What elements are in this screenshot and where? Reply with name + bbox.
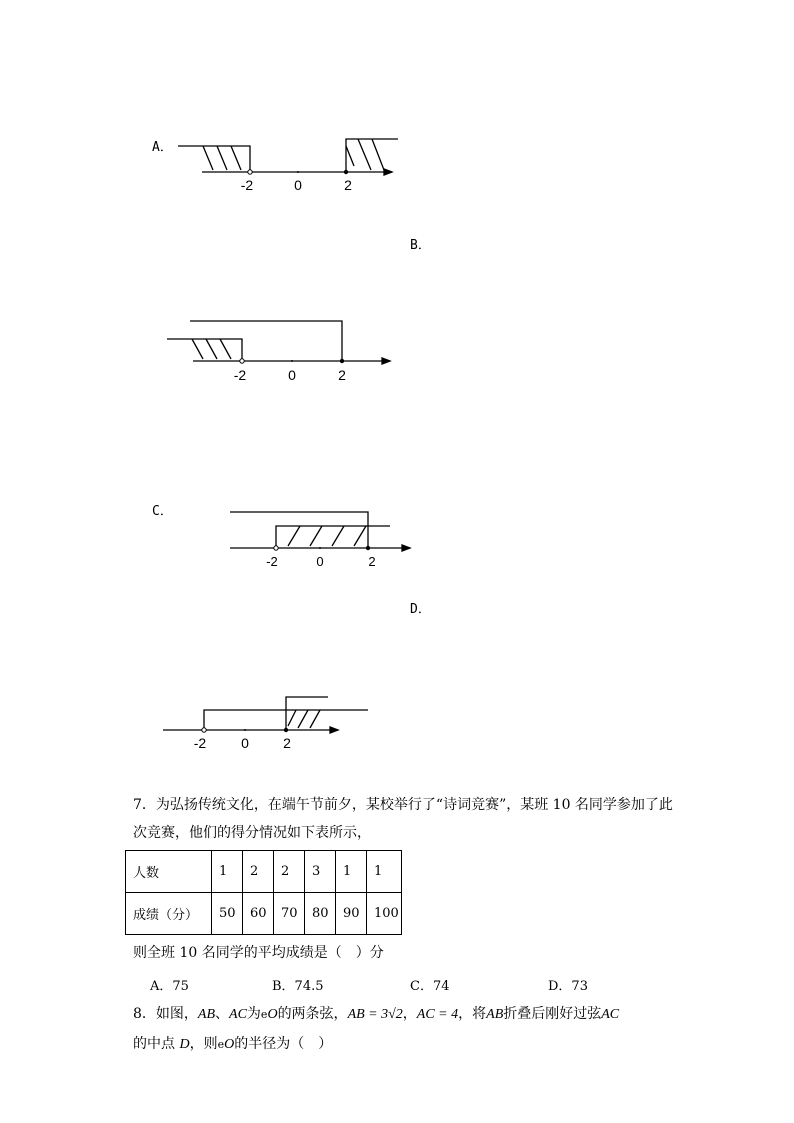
tick-label-b-2: 2 [338, 367, 346, 383]
q8-t1: 为 [246, 1006, 261, 1022]
q8-o2: O [224, 1037, 235, 1052]
q8-line2-b: ，则 [189, 1036, 218, 1052]
q8-line2-c: 的半径为（ ） [234, 1036, 333, 1052]
q8-t4: 折叠后刚好过弦 [503, 1006, 602, 1022]
circle-symbol: e [217, 1038, 225, 1051]
tick-label-b-0: 0 [288, 367, 296, 383]
table-cell: 90 [336, 893, 367, 935]
table-header-score: 成绩（分） [126, 893, 212, 935]
q7-choice-c[interactable]: C．74 [410, 979, 450, 994]
q8-ab2: AB [486, 1007, 504, 1022]
q8-d: D [179, 1037, 190, 1052]
option-a-label: A． [152, 140, 173, 155]
q7-question: 则全班 10 名同学的平均成绩是（ ）分 [133, 945, 384, 961]
table-cell: 1 [212, 851, 243, 893]
score-table [125, 850, 402, 935]
table-row-count [126, 851, 402, 893]
table-cell: 2 [274, 851, 305, 893]
q8-line1 [133, 1004, 619, 1025]
tick-label-a-neg2: -2 [240, 177, 254, 193]
table-cell: 70 [274, 893, 305, 935]
q8-o: O [267, 1007, 278, 1022]
q8-t3: ，将 [458, 1006, 487, 1022]
table-row-score [126, 893, 402, 935]
table-cell: 3 [305, 851, 336, 893]
table-cell: 1 [336, 851, 367, 893]
table-cell: 1 [367, 851, 402, 893]
q7-text-line2: 次竞赛，他们的得分情况如下表所示， [133, 825, 371, 841]
tick-label-c-neg2: -2 [266, 554, 278, 569]
q8-ac: AC [229, 1007, 247, 1022]
tick-label-b-neg2: -2 [233, 367, 247, 383]
q8-prefix: 8．如图， [133, 1006, 198, 1022]
q8-eq-ac: AC = 4 [416, 1007, 459, 1022]
q8-line2 [133, 1034, 332, 1055]
q8-line2-a: 的中点 [133, 1036, 180, 1052]
tick-label-c-2: 2 [368, 554, 376, 569]
tick-label-c-0: 0 [316, 554, 324, 569]
circle-symbol: e [260, 1008, 268, 1021]
table-cell: 100 [367, 893, 402, 935]
q8-sep2: ， [402, 1006, 417, 1022]
q7-choice-d[interactable]: D．73 [548, 979, 588, 994]
table-header-count: 人数 [126, 851, 212, 893]
tick-label-a-0: 0 [294, 177, 302, 193]
q7-choice-b[interactable]: B．74.5 [272, 979, 324, 994]
table-cell: 50 [212, 893, 243, 935]
tick-label-d-0: 0 [241, 735, 249, 751]
q8-ab: AB [197, 1007, 216, 1022]
region-upper-d [286, 697, 328, 730]
q8-eq-ab: AB = 3√2 [347, 1007, 403, 1022]
q8-ac2: AC [601, 1007, 620, 1022]
tick-label-d-2: 2 [283, 735, 291, 751]
q7-text-line1: 7．为弘扬传统文化，在端午节前夕，某校举行了“诗词竞赛”，某班 10 名同学参加了此 [133, 797, 673, 813]
q8-t2: 的两条弦， [277, 1006, 348, 1022]
option-b-label: B． [410, 238, 431, 253]
q8-sep1: 、 [215, 1006, 230, 1022]
tick-label-a-2: 2 [344, 177, 352, 193]
table-cell: 2 [243, 851, 274, 893]
option-c-label: C． [152, 504, 173, 519]
tick-label-d-neg2: -2 [193, 735, 207, 751]
q7-choice-a[interactable]: A．75 [150, 979, 189, 994]
option-d-label: D． [410, 602, 431, 617]
table-cell: 60 [243, 893, 274, 935]
table-cell: 80 [305, 893, 336, 935]
